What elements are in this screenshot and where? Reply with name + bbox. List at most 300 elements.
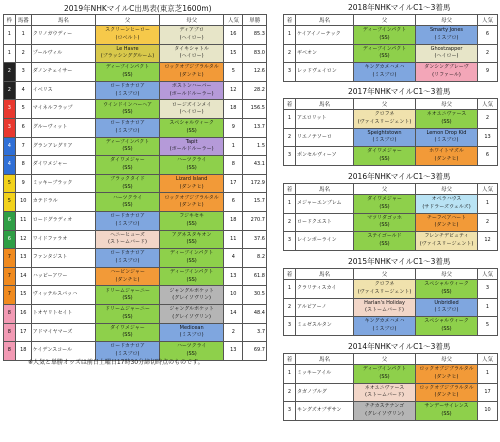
damsire-cell-name: アグネスタキオン: [171, 231, 212, 238]
horse-name-cell: ケイデンスコール: [31, 342, 95, 361]
popularity-cell: 9: [224, 118, 243, 137]
sire-cell-name: ディープインパクト: [105, 64, 150, 71]
waku-cell: 2: [4, 81, 16, 100]
sire-cell: [354, 110, 416, 129]
horse-name-cell: ハッピーアワー: [31, 267, 95, 286]
past-row: [284, 317, 498, 336]
umaban-cell: 4: [15, 81, 31, 100]
odds-cell: 37.6: [243, 230, 267, 249]
damsire-cell: [160, 267, 224, 286]
damsire-cell-name: フジキセキ: [179, 213, 205, 220]
damsire-cell-line: (SS): [186, 276, 197, 283]
damsire-cell-line: (ダンチヒ): [179, 183, 204, 190]
horse-name-cell: ミッキーアイル: [296, 365, 354, 384]
past-row: [284, 44, 498, 63]
damsire-cell-line: (ダンチヒ): [434, 392, 459, 399]
past-title: 2018年NHKマイルC1～3着馬: [348, 3, 451, 12]
horse-name-cell: ファンタジスト: [31, 249, 95, 268]
damsire-cell: [416, 128, 478, 147]
sire-cell: [95, 81, 159, 100]
damsire-cell: [160, 230, 224, 249]
past-header-cell: 着: [284, 269, 296, 280]
popularity-cell: 13: [478, 128, 498, 147]
sire-cell: [95, 156, 159, 175]
past-header-cell: 人気: [478, 354, 498, 365]
sire-cell: [354, 365, 416, 384]
damsire-cell-line: (ダンチヒ): [434, 373, 459, 380]
sire-cell-line: (SS): [122, 164, 133, 171]
past-header-cell: 母父: [416, 99, 478, 110]
sire-cell-name: ウインドインハーヘア: [102, 101, 153, 108]
past-header-cell: 母父: [416, 15, 478, 26]
damsire-cell: [160, 323, 224, 342]
past-row: [284, 26, 498, 45]
sire-cell-name: キングカメハメハ: [364, 318, 405, 325]
sire-cell-line: (SS): [379, 155, 390, 162]
past-header-cell: 母父: [416, 184, 478, 195]
popularity-cell: 10: [224, 286, 243, 305]
sire-cell-line: (グレイソヴリン): [365, 410, 404, 417]
umaban-cell: 15: [15, 286, 31, 305]
popularity-cell: 2: [478, 213, 498, 232]
damsire-cell-name: ハーツクライ: [176, 157, 207, 164]
finish-cell: 1: [284, 280, 296, 299]
damsire-cell-name: ロックオブジブラルタル: [164, 194, 219, 201]
damsire-cell-name: サンデーサイレンス: [424, 403, 469, 410]
popularity-cell: 2: [478, 110, 498, 129]
horse-name-cell: トオヤリトセイト: [31, 304, 95, 323]
damsire-cell-line: (ミスプロ): [434, 137, 459, 144]
sire-cell-line: (ストームバード): [108, 239, 147, 246]
sire-cell: [95, 323, 159, 342]
sire-cell: [95, 100, 159, 119]
sire-cell: [354, 128, 416, 147]
finish-cell: 3: [284, 147, 296, 166]
horse-name-cell: プールヴィル: [31, 44, 95, 63]
waku-cell: 8: [4, 304, 16, 323]
damsire-cell-name: ロックオブジブラルタル: [419, 384, 474, 391]
umaban-cell: 3: [15, 63, 31, 82]
umaban-cell: 2: [15, 44, 31, 63]
damsire-cell: [160, 118, 224, 137]
damsire-cell-name: チーフベアハート: [426, 214, 467, 221]
damsire-cell-line: (グレイソヴリン): [172, 295, 211, 302]
past-title: 2014年NHKマイルC1～3着馬: [348, 342, 451, 351]
past-header-cell: 母父: [416, 354, 478, 365]
damsire-cell-line: (SS): [441, 325, 452, 332]
damsire-cell-line: (ダンチヒ): [434, 222, 459, 229]
damsire-cell-name: ボストンハーバー: [171, 83, 212, 90]
past-title: 2017年NHKマイルC1～3着馬: [348, 87, 451, 96]
past-header-cell: 人気: [478, 269, 498, 280]
damsire-cell-line: (ヘイロー): [179, 109, 204, 116]
sire-cell-line: (SS): [122, 183, 133, 190]
horse-name-cell: ワイドファラオ: [31, 230, 95, 249]
past-header-cell: 父: [354, 99, 416, 110]
damsire-cell: [416, 280, 478, 299]
sire-cell-line: (SS): [379, 222, 390, 229]
sire-cell-name: ロードカナロア: [110, 213, 145, 220]
damsire-cell-name: Medicean: [179, 324, 204, 331]
popularity-cell: 15: [224, 44, 243, 63]
horse-name-cell: ミッキーブラック: [31, 174, 95, 193]
horse-name-cell: メジャーエンブレム: [296, 195, 354, 214]
umaban-cell: 14: [15, 267, 31, 286]
horse-name-cell: カテドラル: [31, 193, 95, 212]
damsire-cell-line: (グレイソヴリン): [172, 313, 211, 320]
past-header-row: [284, 354, 498, 365]
popularity-cell: 1: [478, 365, 498, 384]
waku-cell: 7: [4, 249, 16, 268]
damsire-cell-name: ホワイトマズル: [429, 148, 464, 155]
damsire-cell: [160, 249, 224, 268]
popularity-cell: 14: [224, 304, 243, 323]
umaban-cell: 5: [15, 100, 31, 119]
sire-cell-name: キングカメハメハ: [364, 64, 405, 71]
damsire-cell-name: フレンチデピュティ: [424, 233, 469, 240]
past-header-cell: 人気: [478, 15, 498, 26]
sire-cell: [95, 118, 159, 137]
popularity-cell: 12: [224, 81, 243, 100]
sire-cell: [354, 213, 416, 232]
past-row: [284, 402, 498, 421]
past-row: [284, 232, 498, 251]
umaban-cell: 18: [15, 342, 31, 361]
damsire-cell: [416, 195, 478, 214]
horse-row: [4, 137, 267, 156]
past-header-cell: 父: [354, 184, 416, 195]
damsire-cell-name: ディープインパクト: [169, 250, 214, 257]
past-results-table: [283, 183, 498, 251]
finish-cell: 1: [284, 195, 296, 214]
sire-cell: [95, 137, 159, 156]
horse-name-cell: ダノンチェイサー: [31, 63, 95, 82]
horse-name-cell: グランアレグリア: [31, 137, 95, 156]
odds-cell: 172.9: [243, 174, 267, 193]
waku-cell: 5: [4, 174, 16, 193]
popularity-cell: 2: [224, 323, 243, 342]
popularity-cell: 11: [224, 230, 243, 249]
past-header-cell: 人気: [478, 99, 498, 110]
sire-cell-name: クロフネ: [374, 281, 395, 288]
waku-cell: 4: [4, 137, 16, 156]
sire-cell-name: ハービンジャー: [110, 269, 145, 276]
horse-name-cell: レインボーライン: [296, 232, 354, 251]
past-header-cell: 馬名: [296, 269, 354, 280]
sire-cell: [354, 232, 416, 251]
horse-name-cell: アエロリット: [296, 110, 354, 129]
damsire-cell-line: (ヘイロー): [434, 53, 459, 60]
odds-cell: 8.2: [243, 249, 267, 268]
sire-cell-line: (SS): [379, 53, 390, 60]
past-header-cell: 母父: [416, 269, 478, 280]
damsire-cell-line: (リファール): [432, 71, 461, 78]
odds-cell: 1.5: [243, 137, 267, 156]
sire-cell-name: ロードカナロア: [110, 120, 145, 127]
sire-cell: [354, 298, 416, 317]
horse-row: [4, 304, 267, 323]
header-odds: 単勝: [243, 15, 267, 26]
damsire-cell-name: ロージズインメイ: [171, 101, 212, 108]
damsire-cell: [160, 304, 224, 323]
damsire-cell-name: タイキシャトル: [174, 45, 210, 52]
odds-cell: 30.5: [243, 286, 267, 305]
finish-cell: 3: [284, 402, 296, 421]
sire-cell-line: (SS): [122, 71, 133, 78]
horse-row: [4, 286, 267, 305]
damsire-cell: [416, 213, 478, 232]
damsire-cell-name: ロックオブジブラルタル: [419, 366, 474, 373]
horse-name-cell: グルーヴィット: [31, 118, 95, 137]
header-umaban: 馬番: [15, 15, 31, 26]
waku-cell: 8: [4, 342, 16, 361]
odds-cell: 69.7: [243, 342, 267, 361]
damsire-cell: [416, 232, 478, 251]
sire-cell-line: (SS): [122, 332, 133, 339]
damsire-cell: [160, 44, 224, 63]
damsire-cell-line: (ダンチヒ): [179, 202, 204, 209]
sire-cell: [354, 26, 416, 45]
sire-cell: [354, 44, 416, 63]
damsire-cell: [416, 63, 478, 82]
header-waku: 枠: [4, 15, 16, 26]
race-card-table: [3, 14, 267, 361]
odds-cell: 156.5: [243, 100, 267, 119]
damsire-cell: [416, 147, 478, 166]
damsire-cell: [160, 137, 224, 156]
horse-row: [4, 267, 267, 286]
waku-cell: 1: [4, 44, 16, 63]
past-header-row: [284, 15, 498, 26]
horse-name-cell: イベリス: [31, 81, 95, 100]
sire-cell-name: ブラックタイド: [110, 176, 145, 183]
damsire-cell-line: (ダンチヒ): [179, 71, 204, 78]
sire-cell: [354, 317, 416, 336]
odds-cell: 12.6: [243, 63, 267, 82]
finish-cell: 1: [284, 365, 296, 384]
sire-cell-line: (ブラッシンググルーム): [100, 53, 155, 60]
umaban-cell: 9: [15, 174, 31, 193]
waku-cell: 6: [4, 211, 16, 230]
horse-name-cell: ロードグラディオ: [31, 211, 95, 230]
sire-cell-name: ハーツクライ: [112, 194, 143, 201]
past-row: [284, 147, 498, 166]
popularity-cell: 12: [478, 232, 498, 251]
past-header-row: [284, 184, 498, 195]
damsire-cell: [160, 174, 224, 193]
damsire-cell-line: (SS): [186, 220, 197, 227]
popularity-cell: 6: [224, 193, 243, 212]
main-title: 2019年NHKマイルC出馬表(東京芝1600m): [64, 4, 212, 13]
horse-row: [4, 26, 267, 45]
damsire-cell-line: (ミスプロ): [434, 34, 459, 41]
damsire-cell-line: (ミスプロ): [179, 332, 204, 339]
odds-cell: 270.7: [243, 211, 267, 230]
sire-cell-line: (ミスプロ): [115, 90, 140, 97]
sire-cell: [95, 26, 159, 45]
horse-name-cell: クラリティスカイ: [296, 280, 354, 299]
finish-cell: 2: [284, 213, 296, 232]
past-header-row: [284, 99, 498, 110]
sire-cell-name: ダイワメジャー: [367, 196, 402, 203]
horse-row: [4, 193, 267, 212]
horse-name-cell: アドマイヤマーズ: [31, 323, 95, 342]
popularity-cell: 10: [478, 402, 498, 421]
damsire-cell-name: ダンシングブレーヴ: [424, 64, 469, 71]
past-row: [284, 365, 498, 384]
damsire-cell: [160, 26, 224, 45]
umaban-cell: 10: [15, 193, 31, 212]
damsire-cell: [416, 402, 478, 421]
odds-note: ※人気と単勝オッズは前日土曜日17時30分締切時点のものです。: [28, 359, 204, 366]
sire-cell-name: マツリダゴッホ: [367, 214, 402, 221]
past-row: [284, 195, 498, 214]
sire-cell-name: チチカステナンゴ: [364, 403, 405, 410]
popularity-cell: 1: [478, 298, 498, 317]
damsire-cell-line: (SS): [441, 410, 452, 417]
sire-cell-name: ステイゴールド: [367, 233, 402, 240]
damsire-cell-line: (ミスプロ): [434, 307, 459, 314]
sire-cell-line: (ミスプロ): [115, 127, 140, 134]
damsire-cell: [160, 156, 224, 175]
damsire-cell-name: スペシャルウィーク: [169, 120, 214, 127]
sire-cell: [95, 286, 159, 305]
sire-cell: [354, 63, 416, 82]
damsire-cell-name: ジャングルポケット: [169, 306, 214, 313]
damsire-cell-name: Unbridled: [434, 299, 459, 306]
header-name: 馬名: [31, 15, 95, 26]
past-title: 2016年NHKマイルC1～3着馬: [348, 172, 451, 181]
popularity-cell: 1: [224, 137, 243, 156]
damsire-cell-line: (サドラーズウェルズ): [422, 203, 471, 210]
sire-cell-name: ネオユニヴァース: [364, 384, 405, 391]
popularity-cell: 16: [224, 26, 243, 45]
past-results-table: [283, 268, 498, 336]
sire-cell-line: (ヴァイスリージェント): [357, 118, 412, 125]
past-header-cell: 父: [354, 354, 416, 365]
damsire-cell-line: (SS): [186, 350, 197, 357]
past-title: 2015年NHKマイルC1～3着馬: [348, 257, 451, 266]
finish-cell: 1: [284, 26, 296, 45]
damsire-cell-name: ハーツクライ: [176, 343, 207, 350]
horse-row: [4, 81, 267, 100]
damsire-cell: [160, 211, 224, 230]
past-header-row: [284, 269, 498, 280]
horse-row: [4, 211, 267, 230]
odds-cell: 83.0: [243, 44, 267, 63]
sire-cell-line: (SS): [379, 203, 390, 210]
umaban-cell: 6: [15, 118, 31, 137]
sire-cell: [95, 249, 159, 268]
umaban-cell: 12: [15, 230, 31, 249]
sire-cell-line: (ストームバード): [365, 307, 404, 314]
sire-cell-name: ドリームジャーニー: [105, 306, 150, 313]
sire-cell: [95, 63, 159, 82]
sire-cell-name: ドリームジャーニー: [105, 287, 150, 294]
popularity-cell: 18: [224, 100, 243, 119]
popularity-cell: 8: [224, 156, 243, 175]
damsire-cell: [160, 63, 224, 82]
sire-cell-name: ダイワメジャー: [110, 324, 145, 331]
sire-cell-name: ロードカナロア: [110, 343, 145, 350]
sire-cell: [95, 211, 159, 230]
sire-cell: [354, 383, 416, 402]
horse-name-cell: ミュゼスルタン: [296, 317, 354, 336]
horse-name-cell: ギベオン: [296, 44, 354, 63]
past-header-cell: 父: [354, 15, 416, 26]
popularity-cell: 6: [478, 147, 498, 166]
damsire-cell-name: ディープインパクト: [169, 269, 214, 276]
damsire-cell-line: (SS): [441, 118, 452, 125]
sire-cell-line: (ミスプロ): [372, 325, 397, 332]
sire-cell-line: (ミスプロ): [372, 137, 397, 144]
sire-cell: [354, 402, 416, 421]
damsire-cell-line: (ボールドルーラー): [169, 146, 214, 153]
waku-cell: 3: [4, 100, 16, 119]
sire-cell-line: (ミスプロ): [115, 350, 140, 357]
popularity-cell: 18: [224, 211, 243, 230]
umaban-cell: 8: [15, 156, 31, 175]
sire-cell-name: Le Havre: [116, 45, 139, 52]
damsire-cell-name: Lemon Drop Kid: [426, 129, 467, 136]
waku-cell: 7: [4, 267, 16, 286]
horse-name-cell: アルビアーノ: [296, 298, 354, 317]
sire-cell: [95, 193, 159, 212]
damsire-cell-line: (ヴァイスリージェント): [419, 240, 474, 247]
sire-cell-name: ダイワメジャー: [367, 148, 402, 155]
sire-cell-line: (ヴァイスリージェント): [357, 288, 412, 295]
sire-cell-line: (SS): [379, 240, 390, 247]
waku-cell: 1: [4, 26, 16, 45]
horse-row: [4, 174, 267, 193]
damsire-cell-line: (SS): [186, 164, 197, 171]
umaban-cell: 17: [15, 323, 31, 342]
damsire-cell-name: スペシャルウィーク: [424, 318, 469, 325]
past-row: [284, 298, 498, 317]
damsire-cell: [416, 365, 478, 384]
finish-cell: 1: [284, 110, 296, 129]
damsire-cell: [160, 193, 224, 212]
past-row: [284, 63, 498, 82]
horse-row: [4, 100, 267, 119]
damsire-cell-line: (SS): [186, 127, 197, 134]
past-header-cell: 馬名: [296, 354, 354, 365]
waku-cell: 7: [4, 286, 16, 305]
horse-row: [4, 323, 267, 342]
sire-cell: [95, 267, 159, 286]
sire-cell-line: (SS): [122, 202, 133, 209]
sire-cell-line: (SS): [122, 313, 133, 320]
waku-cell: 8: [4, 323, 16, 342]
finish-cell: 2: [284, 298, 296, 317]
umaban-cell: 16: [15, 304, 31, 323]
popularity-cell: 17: [224, 174, 243, 193]
sire-cell-name: ダイワメジャー: [110, 157, 145, 164]
finish-cell: 3: [284, 317, 296, 336]
horse-name-cell: タガノブルグ: [296, 383, 354, 402]
damsire-cell-name: Lizard Island: [175, 176, 208, 183]
popularity-cell: 5: [478, 317, 498, 336]
horse-name-cell: レッドヴェイロン: [296, 63, 354, 82]
damsire-cell: [160, 81, 224, 100]
umaban-cell: 1: [15, 26, 31, 45]
past-header-cell: 着: [284, 15, 296, 26]
popularity-cell: 4: [224, 249, 243, 268]
popularity-cell: 6: [478, 26, 498, 45]
sire-cell-line: (ロベルト): [115, 34, 140, 41]
horse-name-cell: ケイアイノーテック: [296, 26, 354, 45]
waku-cell: 6: [4, 230, 16, 249]
